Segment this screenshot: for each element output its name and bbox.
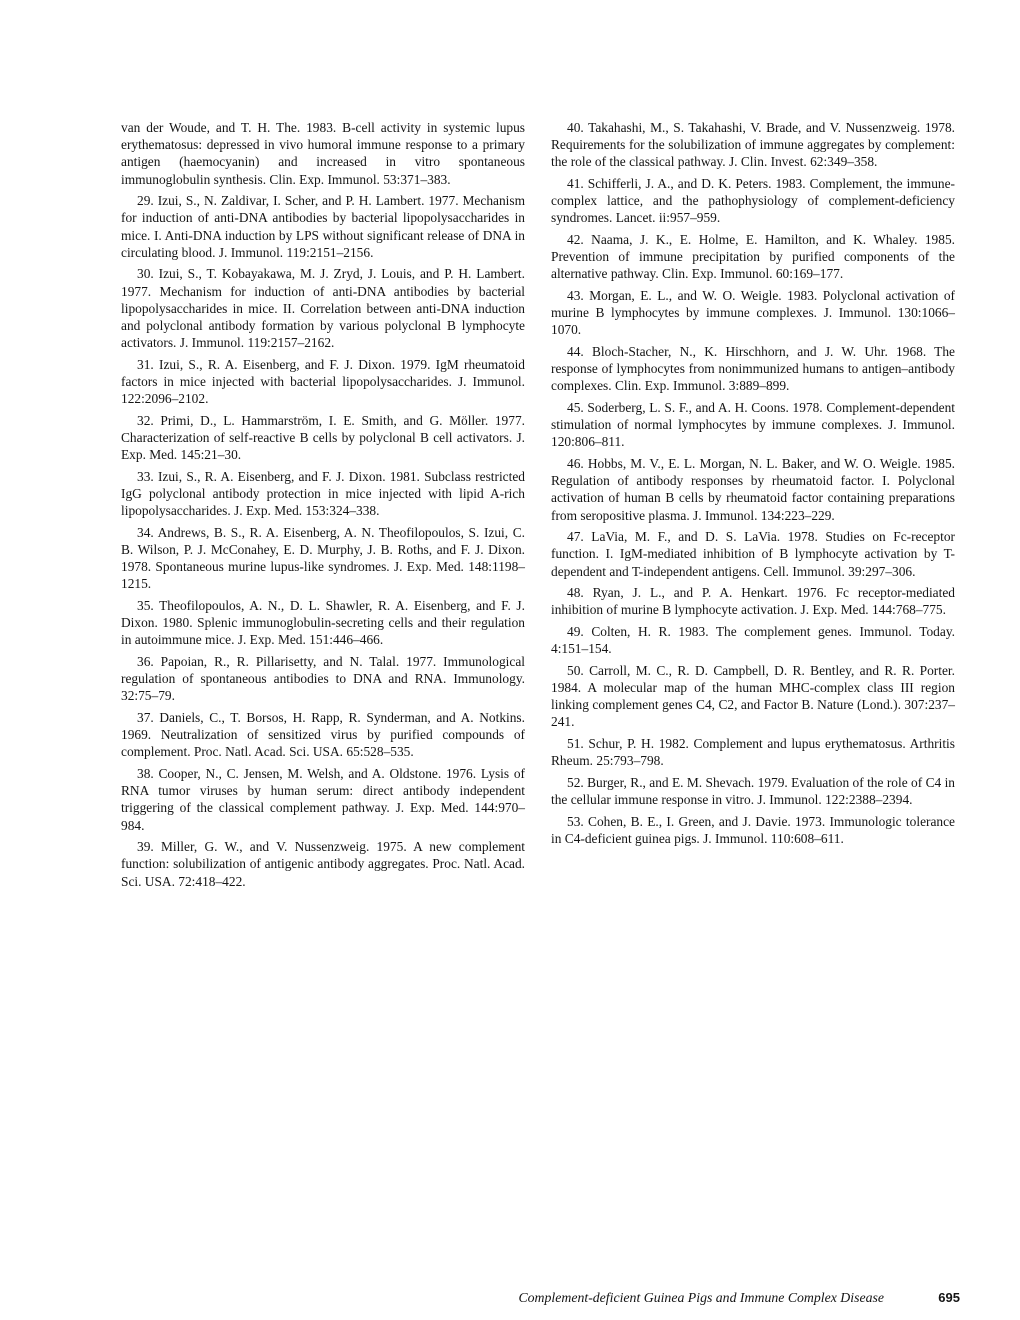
reference-35: 35. Theofilopoulos, A. N., D. L. Shawler, R. A. Eisenberg, and F. J. Dixon. 1980. Splenic immunoglobulin-secreting cells and their regulation in autoimmune mice. J. Exp. Med. 151:446–466.	[121, 598, 525, 648]
reference-44: 44. Bloch-Stacher, N., K. Hirschhorn, and J. W. Uhr. 1968. The response of lymphocytes from nonimmunized humans to antigen–antibody complexes. Clin. Exp. Immunol. 3:889–899.	[551, 344, 955, 394]
reference-29: 29. Izui, S., N. Zaldivar, I. Scher, and P. H. Lambert. 1977. Mechanism for induction of anti-DNA antibodies by bacterial lipopolysaccharides in mice. I. Anti-DNA induction by LPS without significant release of DNA in circulating blood. J. Immunol. 119:2151–2156.	[121, 193, 525, 260]
reference-53: 53. Cohen, B. E., I. Green, and J. Davie. 1973. Immunologic tolerance in C4-deficient guinea pigs. J. Immunol. 110:608–611.	[551, 813, 955, 846]
reference-49: 49. Colten, H. R. 1983. The complement genes. Immunol. Today. 4:151–154.	[551, 624, 955, 657]
reference-43: 43. Morgan, E. L., and W. O. Weigle. 1983. Polyclonal activation of murine B lymphocytes by immune complexes. J. Immunol. 130:1066–1070.	[551, 288, 955, 338]
reference-42: 42. Naama, J. K., E. Holme, E. Hamilton, and K. Whaley. 1985. Prevention of immune precipitation by purified components of the alternative pathway. Clin. Exp. Immunol. 60:169–177.	[551, 232, 955, 282]
running-title: Complement-deficient Guinea Pigs and Immune Complex Disease	[518, 1290, 884, 1305]
reference-50: 50. Carroll, M. C., R. D. Campbell, D. R. Bentley, and R. R. Porter. 1984. A molecular map of the human MHC-complex class III region linking complement genes C4, C2, and Factor B. Nature (Lond.). 307:237–241.	[551, 662, 955, 730]
reference-30: 30. Izui, S., T. Kobayakawa, M. J. Zryd, J. Louis, and P. H. Lambert. 1977. Mechanism for induction of anti-DNA antibodies by bacterial lipopolysaccharides in mice. II. Correlation between anti-DNA induction and polyclonal antibody formation by various polyclonal B lymphocyte activators. J. Immunol. 119:2157–2162.	[121, 266, 525, 351]
reference-37: 37. Daniels, C., T. Borsos, H. Rapp, R. Synderman, and A. Notkins. 1969. Neutralization of sensitized virus by purified compounds of complement. Proc. Natl. Acad. Sci. USA. 65:528–535.	[121, 710, 525, 760]
reference-48: 48. Ryan, J. L., and P. A. Henkart. 1976. Fc receptor-mediated inhibition of murine B lymphocyte activation. J. Exp. Med. 144:768–775.	[551, 585, 955, 618]
reference-52: 52. Burger, R., and E. M. Shevach. 1979. Evaluation of the role of C4 in the cellular immune response in vitro. J. Immunol. 122:2388–2394.	[551, 774, 955, 807]
reference-38: 38. Cooper, N., C. Jensen, M. Welsh, and A. Oldstone. 1976. Lysis of RNA tumor viruses by human serum: direct antibody independent triggering of the classical complement pathway. J. Exp. Med. 144:970–984.	[121, 766, 525, 833]
reference-47: 47. LaVia, M. F., and D. S. LaVia. 1978. Studies on Fc-receptor function. I. IgM-mediated inhibition of B lymphocyte activation by T-dependent and T-independent antigens. Cell. Immunol. 39:297–306.	[551, 529, 955, 579]
reference-28-continued: van der Woude, and T. H. The. 1983. B-cell activity in systemic lupus erythematosus: depressed in vivo humoral immune response to a primary antigen (haemocyanin) and increased in vitro spontaneous immunoglobulin synthesis. Clin. Exp. Immunol. 53:371–383.	[121, 120, 525, 187]
reference-40: 40. Takahashi, M., S. Takahashi, V. Brade, and V. Nussenzweig. 1978. Requirements for the solubilization of immune aggregates by complement: the role of the classical pathway. J. Clin. Invest. 62:349–358.	[551, 120, 955, 170]
page-number: 695	[938, 1290, 960, 1305]
reference-41: 41. Schifferli, J. A., and D. K. Peters. 1983. Complement, the immune-complex lattice, and the pathophysiology of complement-deficiency syndromes. Lancet. ii:957–959.	[551, 176, 955, 226]
references-left-column	[121, 119, 525, 894]
reference-33: 33. Izui, S., R. A. Eisenberg, and F. J. Dixon. 1981. Subclass restricted IgG polyclonal antibody protection in mice injected with lipid A-rich lipopolysaccharides. J. Exp. Med. 153:324–338.	[121, 468, 525, 519]
reference-46: 46. Hobbs, M. V., E. L. Morgan, N. L. Baker, and W. O. Weigle. 1985. Regulation of antibody responses by rheumatoid factor. I. Polyclonal activation of human B cells by rheumatoid factor containing preparations from seropositive plasma. J. Immunol. 134:223–229.	[551, 456, 955, 523]
reference-39: 39. Miller, G. W., and V. Nussenzweig. 1975. A new complement function: solubilization of antigenic antibody aggregates. Proc. Natl. Acad. Sci. USA. 72:418–422.	[121, 839, 525, 889]
reference-51: 51. Schur, P. H. 1982. Complement and lupus erythematosus. Arthritis Rheum. 25:793–798.	[551, 736, 955, 769]
reference-36: 36. Papoian, R., R. Pillarisetty, and N. Talal. 1977. Immunological regulation of spontaneous antibodies to DNA and RNA. Immunology. 32:75–79.	[121, 654, 525, 704]
reference-45: 45. Soderberg, L. S. F., and A. H. Coons. 1978. Complement-dependent stimulation of normal lymphocytes by immune complexes. J. Immunol. 120:806–811.	[551, 400, 955, 450]
reference-34: 34. Andrews, B. S., R. A. Eisenberg, A. N. Theofilopoulos, S. Izui, C. B. Wilson, P. J. McConahey, E. D. Murphy, J. B. Roths, and F. J. Dixon. 1978. Spontaneous murine lupus-like syndromes. J. Exp. Med. 148:1198–1215.	[121, 524, 525, 592]
references-right-column	[551, 119, 955, 851]
reference-32: 32. Primi, D., L. Hammarström, I. E. Smith, and G. Möller. 1977. Characterization of self-reactive B cells by polyclonal B cell activators. J. Exp. Med. 145:21–30.	[121, 412, 525, 463]
reference-31: 31. Izui, S., R. A. Eisenberg, and F. J. Dixon. 1979. IgM rheumatoid factors in mice injected with bacterial lipopolysaccharides. J. Immunol. 122:2096–2102.	[121, 356, 525, 407]
